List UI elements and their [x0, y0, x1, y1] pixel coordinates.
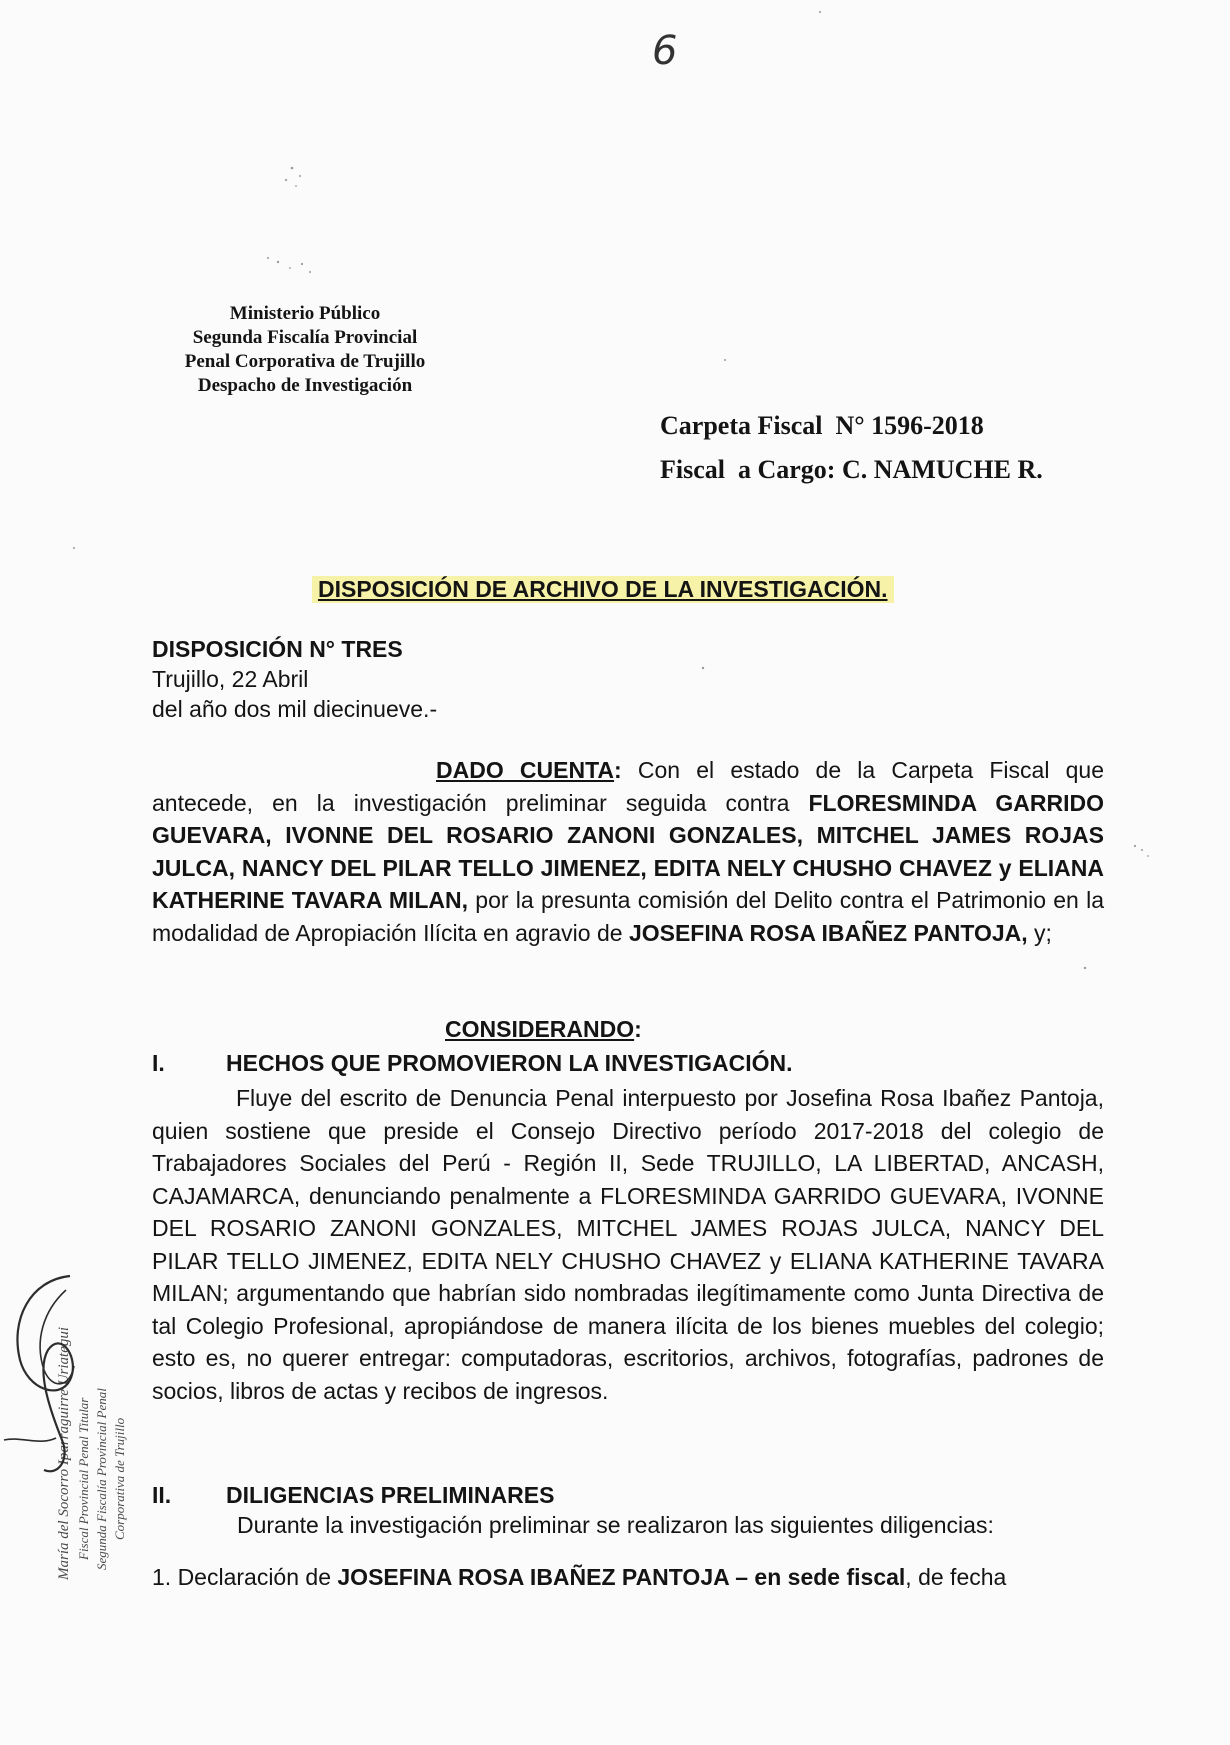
section-1-paragraph: Fluye del escrito de Denuncia Penal interpuesto por Josefina Rosa Ibañez Pantoja, quien sostiene que preside el Consejo Directivo período 2017-2018 del colegio de Trabajadores Sociales del Perú - Región II, Sede TRUJILLO, LA LIBERTAD, ANCASH, CAJAMARCA, denunciando penalmente a FLORESMINDA GARRIDO GUEVARA, IVONNE DEL ROSARIO ZANONI GONZALES, MITCHEL JAMES ROJAS JULCA, NANCY DEL PILAR TELLO JIMENEZ, EDITA NELY CHUSHO CHAVEZ y ELIANA KATHERINE TAVARA MILAN; argumentando que habrían sido nombradas ilegítimamente como Junta Directiva de tal Colegio Profesional, apropiándose de manera ilícita de los bienes muebles del colegio; esto es, no querer entregar: computadoras, escritorios, archivos, fotografías, padrones de socios, libros de actas y recibos de ingresos.	[152, 1085, 1104, 1404]
case-file-number: Carpeta Fiscal N° 1596-2018	[660, 411, 984, 440]
dado-cuenta-text-3: y;	[1027, 919, 1052, 946]
prosecutor-in-charge: Fiscal a Cargo: C. NAMUCHE R.	[660, 455, 1043, 484]
year-text: del año dos mil diecinueve.-	[152, 696, 438, 722]
stamp-line-1: María del Socorro Iparraguirre Uriategui	[56, 1326, 72, 1580]
disposition-block	[152, 634, 437, 724]
page-number: 6	[652, 28, 678, 74]
stamp-line-3: Segunda Fiscalía Provincial Penal	[94, 1388, 109, 1570]
aggrieved-name: JOSEFINA ROSA IBAÑEZ PANTOJA,	[628, 919, 1028, 946]
dado-cuenta-text-2: por la presunta comisión del Delito contra el Patrimonio en la modalidad de Apropiación Ilícita en agravio de	[152, 887, 1105, 946]
section-2-title: DILIGENCIAS PRELIMINARES	[226, 1482, 555, 1508]
document-title: DISPOSICIÓN DE ARCHIVO DE LA INVESTIGACIÓN.	[312, 576, 894, 603]
section-1-number: I.	[152, 1050, 165, 1076]
section-2-intro: Durante la investigación preliminar se realizaron las siguientes diligencias:	[237, 1512, 994, 1538]
dado-cuenta-colon: :	[614, 757, 622, 783]
agency-header	[150, 302, 460, 398]
accused-names: FLORESMINDA GARRIDO GUEVARA, IVONNE DEL ROSARIO ZANONI GONZALES, MITCHEL JAMES ROJAS JULCA, NANCY DEL PILAR TELLO JIMENEZ, EDITA NELY CHUSHO CHAVEZ y ELIANA KATHERINE TAVARA MILAN,	[152, 789, 1104, 913]
agency-line: Penal Corporativa de Trujillo	[184, 351, 426, 372]
item-1-name: JOSEFINA ROSA IBAÑEZ PANTOJA – en sede fiscal	[337, 1564, 906, 1590]
considerando-heading	[445, 1016, 642, 1043]
considerando-label: CONSIDERANDO	[445, 1016, 635, 1042]
list-item	[152, 1564, 1006, 1591]
agency-line: Segunda Fiscalía Provincial	[192, 327, 418, 348]
stamp-line-4: Corporativa de Trujillo	[112, 1417, 127, 1540]
case-file-block	[660, 404, 1043, 492]
section-2-number: II.	[152, 1482, 172, 1508]
item-1-suffix: , de fecha	[905, 1564, 1007, 1590]
stamp-line-2: Fiscal Provincial Penal Titular	[76, 1397, 91, 1560]
section-1-title: HECHOS QUE PROMOVIERON LA INVESTIGACIÓN.	[226, 1050, 793, 1076]
agency-line: Ministerio Público	[229, 303, 381, 324]
prosecutor-stamp-signature	[0, 1240, 140, 1580]
place-date: Trujillo, 22 Abril	[152, 666, 309, 692]
considerando-colon: :	[634, 1016, 642, 1042]
dado-cuenta-paragraph	[152, 754, 1104, 949]
dado-cuenta-text-1: Con el estado de la Carpeta Fiscal que antecede, en la investigación preliminar seguida contra	[152, 757, 1104, 816]
signature-stroke	[4, 1438, 56, 1441]
agency-line: Despacho de Investigación	[197, 375, 413, 396]
disposition-number: DISPOSICIÓN N° TRES	[152, 636, 403, 662]
item-1-prefix: 1. Declaración de	[152, 1564, 338, 1590]
dado-cuenta-label: DADO CUENTA	[436, 757, 615, 783]
